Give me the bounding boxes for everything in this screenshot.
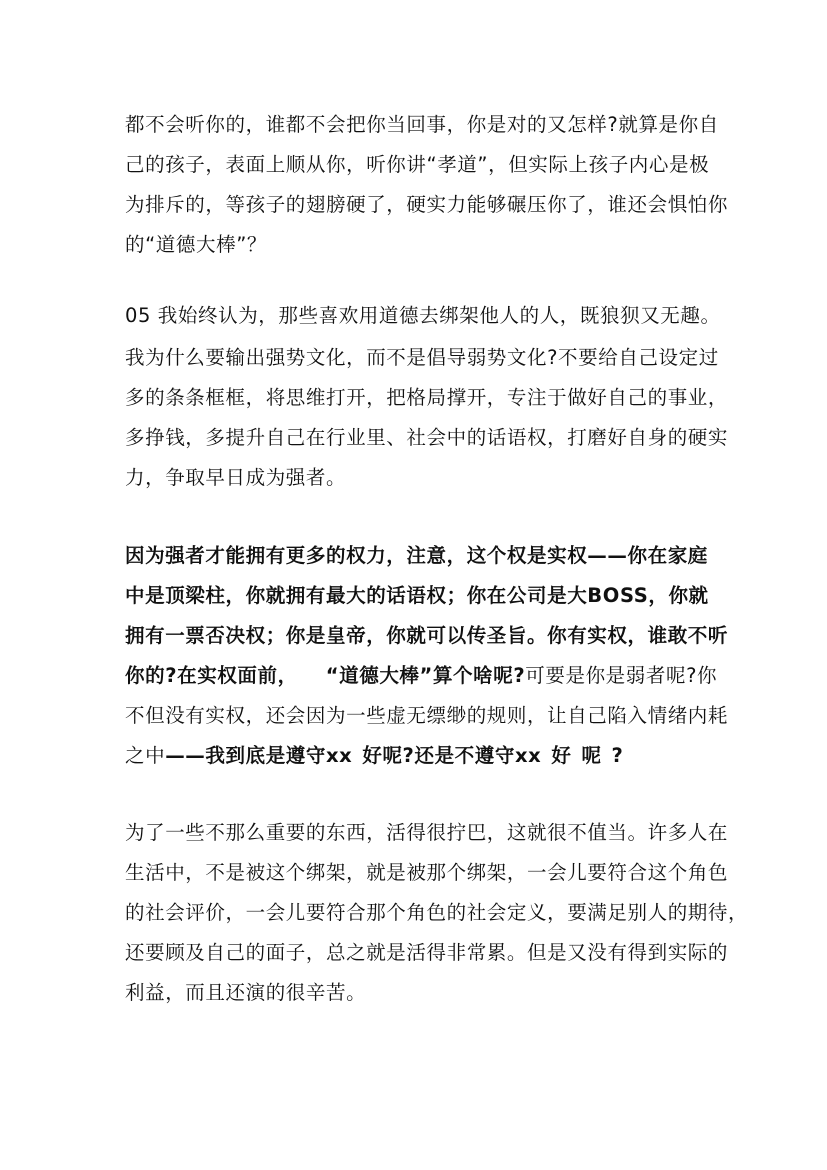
text-line: 我为什么要输出强势文化，而不是倡导弱势文化?不要给自己设定过 xyxy=(125,346,719,369)
text-run: ——我到底是遵守xx xyxy=(165,744,353,767)
text-line: 不但没有实权，还会因为一些虚无缥缈的规则，让自己陷入情绪内耗 xyxy=(125,704,729,727)
text-run: “道德大棒”算个啥呢? xyxy=(325,664,526,687)
text-line: 生活中，不是被这个绑架，就是被那个绑架，一会儿要符合这个角色 xyxy=(125,861,729,884)
text-line: 还要顾及自己的面子，总之就是活得非常累。但是又没有得到实际的 xyxy=(125,941,729,964)
text-line: 中是顶梁柱，你就拥有最大的话语权；你在公司是大BOSS，你就 xyxy=(125,584,709,607)
text-line: 因为强者才能拥有更多的权力，注意，这个权是实权——你在家庭 xyxy=(125,544,708,567)
paragraph-2 xyxy=(125,296,729,498)
text-line: 多挣钱，多提升自己在行业里、社会中的话语权，打磨好自身的硬实 xyxy=(125,426,729,449)
text-line: 利益，而且还演的很辛苦。 xyxy=(125,981,367,1004)
text-run: 呢 xyxy=(581,744,602,767)
paragraph-1 xyxy=(125,105,729,265)
paragraph-3 xyxy=(125,536,729,776)
text-line: 为了一些不那么重要的东西，活得很拧巴，这就很不值当。许多人在 xyxy=(125,821,729,844)
text-line: 拥有一票否决权；你是皇帝，你就可以传圣旨。你有实权，谁敢不听 xyxy=(125,624,729,647)
text-line: 己的孩子，表面上顺从你，听你讲“孝道”，但实际上孩子内心是极 xyxy=(125,153,710,176)
text-line: 的“道德大棒”？ xyxy=(125,233,268,256)
text-run: 好呢?还是不遵守xx xyxy=(362,744,542,767)
text-line-mixed xyxy=(125,736,725,776)
text-line: 为排斥的，等孩子的翅膀硬了，硬实力能够碾压你了，谁还会惧怕你 xyxy=(125,193,729,216)
text-line: 力，争取早日成为强者。 xyxy=(125,466,347,489)
text-run: ? xyxy=(611,744,624,767)
text-run: 之中 xyxy=(125,744,166,767)
text-line: 都不会听你的，谁都不会把你当回事，你是对的又怎样?就算是你自 xyxy=(125,113,719,136)
text-run: 你的?在实权面前， xyxy=(125,664,298,687)
text-run: 好 xyxy=(551,744,572,767)
text-line-mixed xyxy=(125,656,725,696)
text-run: 可要是你是弱者呢?你 xyxy=(525,664,718,687)
paragraph-4 xyxy=(125,813,749,1013)
text-line: 的社会评价，一会儿要符合那个角色的社会定义，要满足别人的期待， xyxy=(125,901,749,924)
text-line: 多的条条框框，将思维打开，把格局撑开，专注于做好自己的事业， xyxy=(125,386,729,409)
text-line: 05 我始终认为，那些喜欢用道德去绑架他人的人，既狼狈又无趣。 xyxy=(125,304,721,327)
